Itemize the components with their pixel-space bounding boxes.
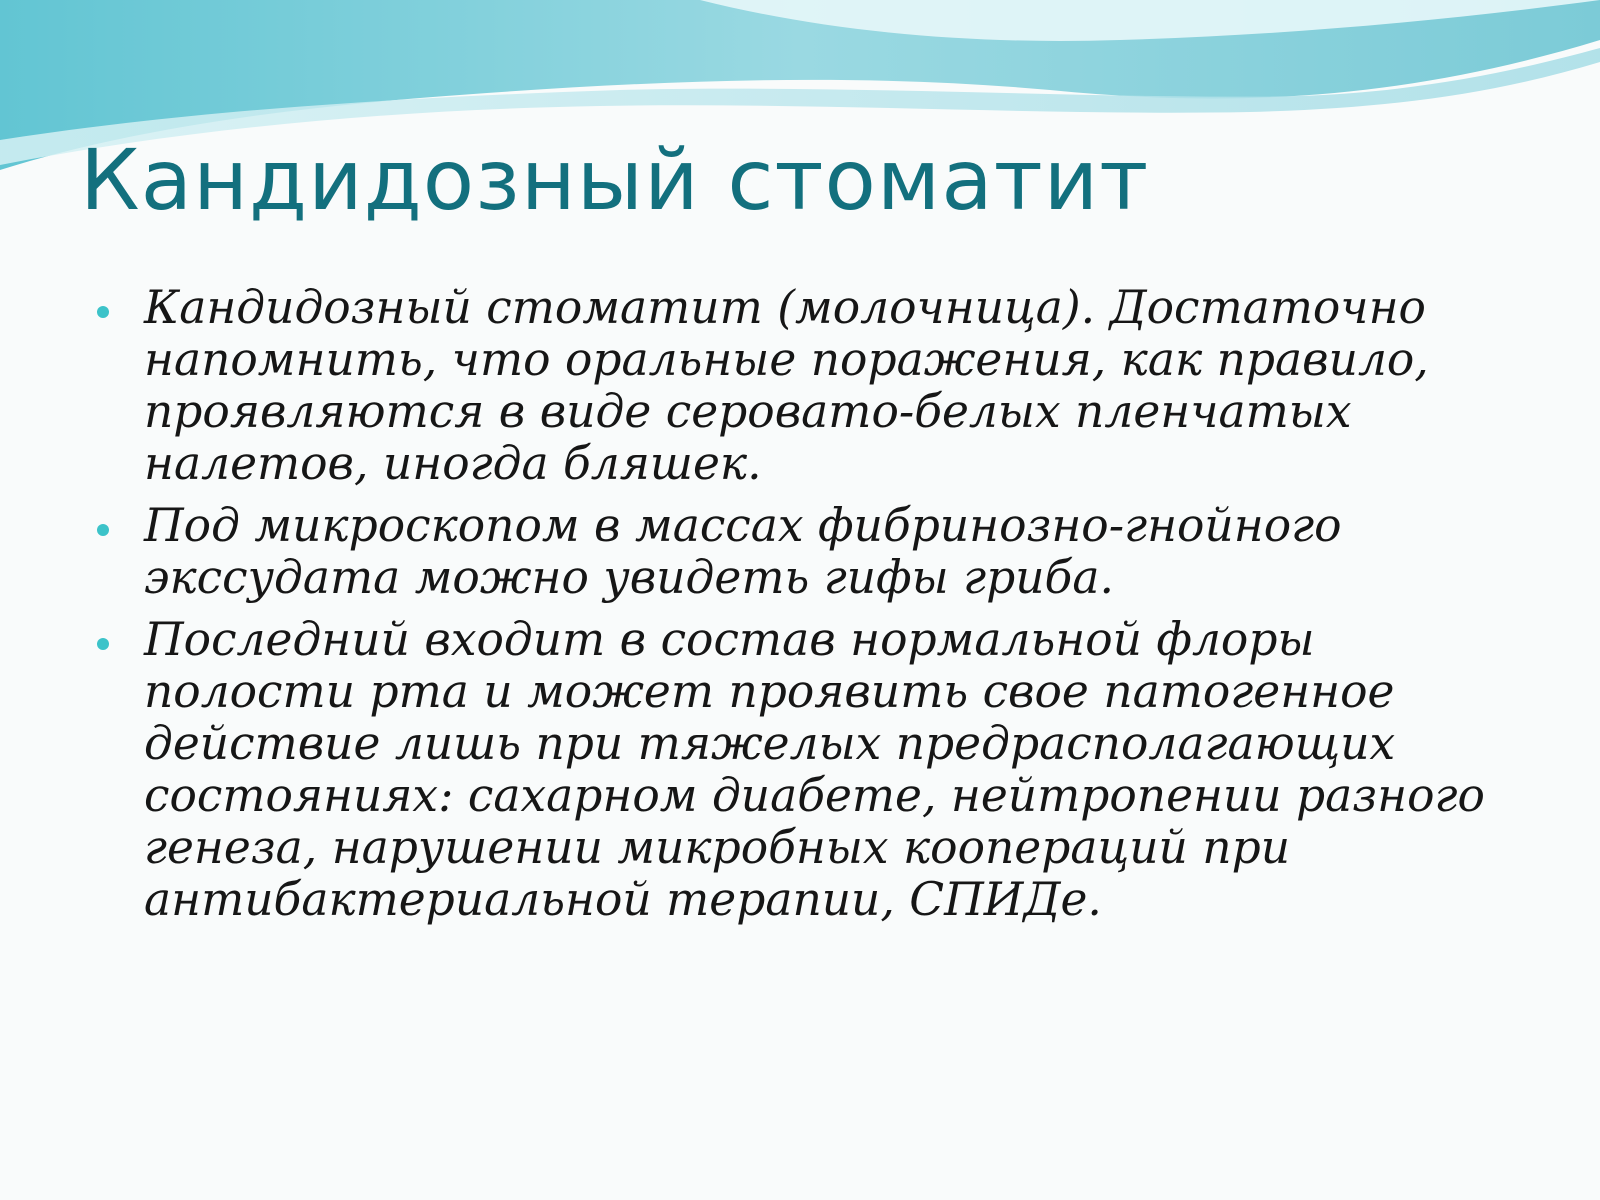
bullet-dot-icon	[97, 524, 109, 536]
bullet-dot-icon	[97, 306, 109, 318]
bullet-text: Под микроскопом в массах фибринозно-гнойного экссудата можно увидеть гифы гриба.	[144, 499, 1342, 604]
bullet-dot-icon	[97, 638, 109, 650]
bullet-item	[90, 500, 1530, 604]
bullet-list	[90, 282, 1530, 936]
bullet-text: Кандидозный стоматит (молочница). Достаточно напомнить, что оральные поражения, как правило, проявляются в виде серовато-белых пленчатых налетов, иногда бляшек.	[144, 281, 1429, 490]
bullet-item	[90, 282, 1530, 490]
bullet-item	[90, 614, 1530, 926]
bullet-text: Последний входит в состав нормальной флоры полости рта и может проявить свое патогенное действие лишь при тяжелых предрасполагающих состояниях: сахарном диабете, нейтропении разного генеза, нарушении микробных коопераций при антибактериальной терапии, СПИДе.	[144, 613, 1485, 926]
slide-title: Кандидозный стоматит	[80, 131, 1150, 229]
